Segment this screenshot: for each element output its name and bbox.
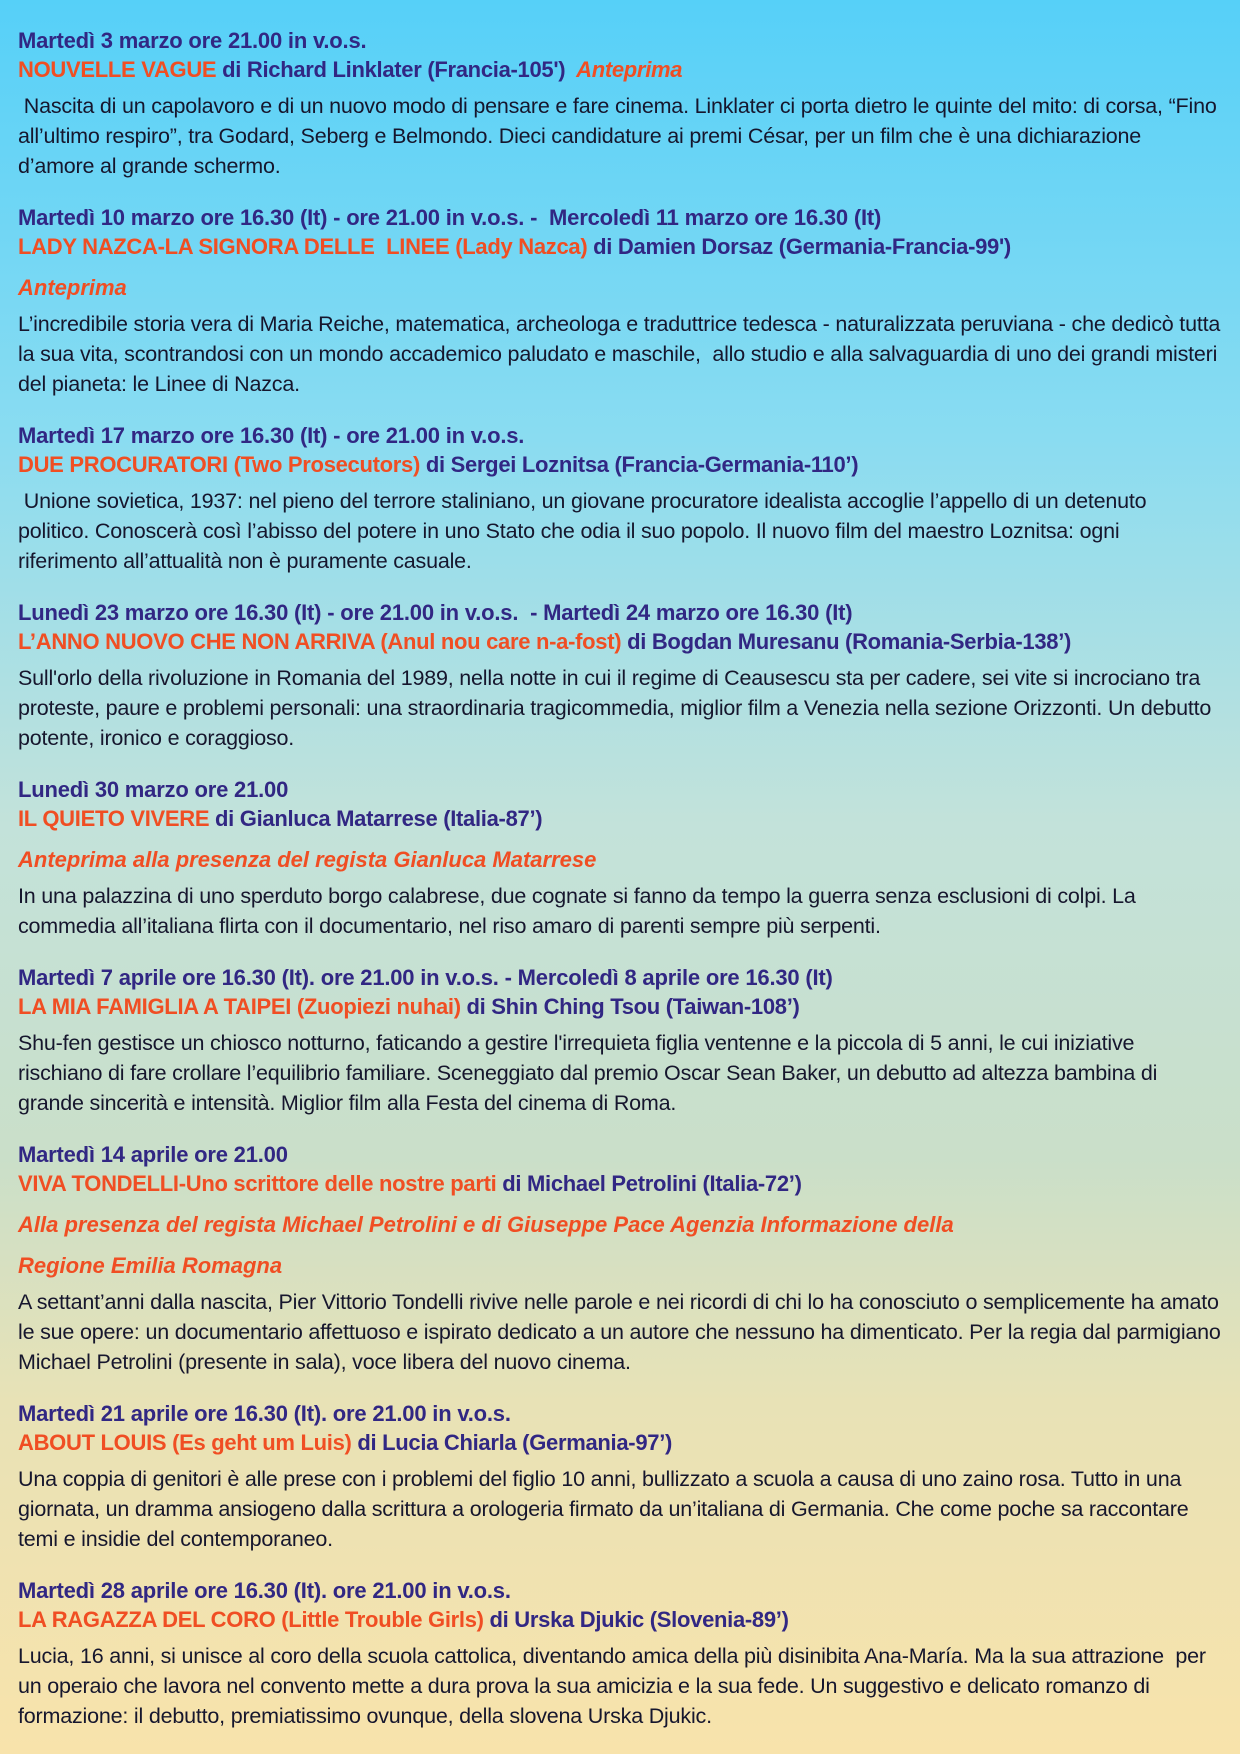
anteprima-note: Anteprima alla presenza del regista Gianluca Matarrese (18, 847, 597, 872)
film-title: NOUVELLE VAGUE (18, 57, 217, 82)
screening-entry (18, 421, 1222, 576)
film-title-line (18, 1605, 1222, 1634)
film-credits: di Damien Dorsaz (Germania-Francia-99') (587, 234, 1011, 259)
film-title: LA RAGAZZA DEL CORO (Little Trouble Girls) (18, 1607, 484, 1632)
film-description: Shu-fen gestisce un chiosco notturno, faticando a gestire l'irrequieta figlia ventenne e la piccola di 5 anni, le cui iniziative rischiano di fare crollare l’equilibrio familiare. Sceneggiato dal premio Oscar Sean Baker, un debutto ad altezza bambina di grande sincerità e intensità. Miglior film alla Festa del cinema di Roma. (18, 1031, 1164, 1115)
screening-date: Martedì 28 aprile ore 16.30 (It). ore 21.00 in v.o.s. (18, 1578, 511, 1603)
film-title: LADY NAZCA-LA SIGNORA DELLE LINEE (Lady Nazca) (18, 234, 588, 259)
film-title-line (18, 1428, 1222, 1457)
film-description: Una coppia di genitori è alle prese con i problemi del figlio 10 anni, bullizzato a scuola a causa di uno zaino rosa. Tutto in una giornata, un dramma ansiogeno dalla scrittura a orologeria firmato da un’italiana di Germania. Che come poche sa raccontare temi e insidie del contemporaneo. (18, 1467, 1195, 1551)
film-credits: di Lucia Chiarla (Germania-97’) (351, 1430, 673, 1455)
film-title-line (18, 232, 1222, 261)
screening-date: Martedì 17 marzo ore 16.30 (It) - ore 21.00 in v.o.s. (18, 423, 525, 448)
screening-entry (18, 963, 1222, 1118)
screening-entry (18, 775, 1222, 941)
film-title: VIVA TONDELLI-Uno scrittore delle nostre parti (18, 1171, 497, 1196)
screening-date: Martedì 3 marzo ore 21.00 in v.o.s. (18, 28, 367, 53)
film-title-line (18, 55, 1222, 84)
film-title: DUE PROCURATORI (Two Prosecutors) (18, 452, 421, 477)
screening-entry (18, 1576, 1222, 1731)
film-title-line (18, 992, 1222, 1021)
film-description: Lucia, 16 anni, si unisce al coro della scuola cattolica, diventando amica della più disinibita Ana-María. Ma la sua attrazione per un operaio che lavora nel convento mette a dura prova la sua amicizia e la sua fede. Un suggestivo e delicato romanzo di formazione: il debutto, premiatissimo ovunque, della slovena Urska Djukic. (18, 1644, 1212, 1728)
film-title: LA MIA FAMIGLIA A TAIPEI (Zuopiezi nuhai) (18, 994, 461, 1019)
film-credits: di Sergei Loznitsa (Francia-Germania-110’) (420, 452, 859, 477)
film-title-line (18, 450, 1222, 479)
anteprima-note: Alla presenza del regista Michael Petrolini e di Giuseppe Pace Agenzia Informazione della (18, 1212, 954, 1237)
film-title: IL QUIETO VIVERE (18, 806, 210, 831)
film-credits: di Michael Petrolini (Italia-72’) (496, 1171, 802, 1196)
film-credits: di Urska Djukic (Slovenia-89’) (483, 1607, 789, 1632)
screening-entry (18, 1399, 1222, 1554)
anteprima-note: Anteprima (18, 275, 127, 300)
film-description: A settant’anni dalla nascita, Pier Vittorio Tondelli rivive nelle parole e nei ricordi di chi lo ha conosciuto o semplicemente ha amato le sue opere: un documentario affettuoso e ispirato dedicato a un autore che nessuno ha dimenticato. Per la regia dal parmigiano Michael Petrolini (presente in sala), voce libera del nuovo cinema. (18, 1290, 1227, 1374)
film-title-line (18, 627, 1222, 656)
film-description: Nascita di un capolavoro e di un nuovo modo di pensare e fare cinema. Linklater ci porta dietro le quinte del mito: di corsa, “Fino all’ultimo respiro”, tra Godard, Seberg e Belmondo. Dieci candidature ai premi César, per un film che è una dichiarazione d’amore al grande schermo. (18, 94, 1223, 178)
film-description: In una palazzina di uno sperduto borgo calabrese, due cognate si fanno da tempo la guerra senza esclusioni di colpi. La commedia all’italiana flirta con il documentario, nel riso amaro di parenti sempre più serpenti. (18, 884, 1142, 938)
film-description: Unione sovietica, 1937: nel pieno del terrore staliniano, un giovane procuratore idealista accoglie l’appello di un detenuto politico. Conoscerà così l’abisso del potere in uno Stato che odia il suo popolo. Il nuovo film del maestro Loznitsa: ogni riferimento all’attualità non è puramente casuale. (18, 489, 1153, 573)
film-description: L’incredibile storia vera di Maria Reiche, matematica, archeologa e traduttrice tedesca - naturalizzata peruviana - che dedicò tutta la sua vita, scontrandosi con un mondo accademico paludato e maschile, allo studio e alla salvaguardia di uno dei grandi misteri del pianeta: le Linee di Nazca. (18, 312, 1226, 396)
film-description: Sull'orlo della rivoluzione in Romania del 1989, nella notte in cui il regime di Ceausescu sta per cadere, sei vite si incrociano tra proteste, paure e problemi personali: una straordinaria tragicommedia, miglior film a Venezia nella sezione Orizzonti. Un debutto potente, ironico e coraggioso. (18, 666, 1217, 750)
anteprima-note: Anteprima (571, 57, 683, 82)
screening-date: Martedì 21 aprile ore 16.30 (It). ore 21.00 in v.o.s. (18, 1401, 511, 1426)
film-title-line (18, 1169, 1222, 1198)
screening-entry (18, 1140, 1227, 1377)
screening-date: Lunedì 23 marzo ore 16.30 (It) - ore 21.00 in v.o.s. - Martedì 24 marzo ore 16.30 (It) (18, 600, 853, 625)
film-title: ABOUT LOUIS (Es geht um Luis) (18, 1430, 352, 1455)
film-title: L’ANNO NUOVO CHE NON ARRIVA (Anul nou care n-a-fost) (18, 629, 622, 654)
screening-date: Martedì 7 aprile ore 16.30 (It). ore 21.00 in v.o.s. - Mercoledì 8 aprile ore 16.30 (It) (18, 965, 833, 990)
film-credits: di Gianluca Matarrese (Italia-87’) (209, 806, 543, 831)
film-credits: di Shin Ching Tsou (Taiwan-108’) (460, 994, 800, 1019)
screening-entry (18, 26, 1222, 181)
film-title-line (18, 804, 1222, 833)
screening-entry (18, 203, 1226, 399)
anteprima-note: Regione Emilia Romagna (18, 1253, 283, 1278)
film-credits: di Bogdan Muresanu (Romania-Serbia-138’) (621, 629, 1072, 654)
screening-entry (18, 598, 1222, 753)
screening-date: Lunedì 30 marzo ore 21.00 (18, 777, 289, 802)
screening-date: Martedì 14 aprile ore 21.00 (18, 1142, 288, 1167)
film-credits: di Richard Linklater (Francia-105') (216, 57, 572, 82)
screening-date: Martedì 10 marzo ore 16.30 (It) - ore 21.00 in v.o.s. - Mercoledì 11 marzo ore 16.30 (It) (18, 205, 882, 230)
